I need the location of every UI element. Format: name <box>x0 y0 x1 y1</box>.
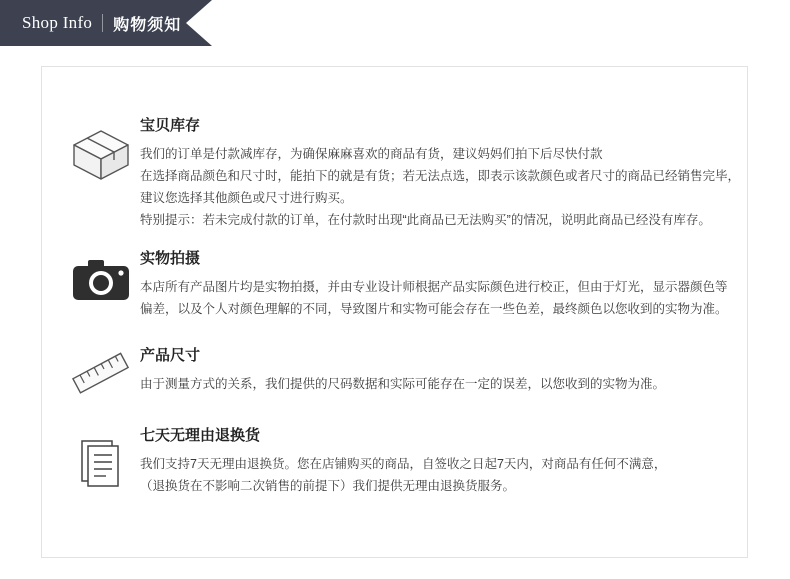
section-size-line-1: 由于测量方式的关系，我们提供的尺码数据和实际可能存在一定的误差，以您收到的实物为准。 <box>140 377 666 391</box>
section-return-policy-line-2: （退换货在不影响二次销售的前提下）我们提供无理由退换货服务。 <box>140 479 516 493</box>
ruler-icon <box>62 351 140 397</box>
box-icon <box>62 127 140 183</box>
section-stock <box>62 117 741 231</box>
ruler-icon-graphic <box>70 351 132 397</box>
shop-info-panel <box>41 66 748 558</box>
section-photography-title: 实物拍摄 <box>140 250 201 267</box>
document-icon-graphic <box>70 435 132 491</box>
ribbon-title-en: Shop Info <box>22 13 93 32</box>
ribbon-divider <box>102 14 103 32</box>
section-stock-title: 宝贝库存 <box>140 117 201 134</box>
section-stock-line-2: 在选择商品颜色和尺寸时，能拍下的就是有货；若无法点选，即表示该款颜色或者尺寸的商品已经销售完毕， <box>140 169 741 183</box>
shop-info-ribbon <box>0 0 212 46</box>
section-stock-line-4: 特别提示：若未完成付款的订单，在付款时出现“此商品已无法购买”的情况，说明此商品已经没有库存。 <box>140 213 711 227</box>
section-photography-line-2: 偏差，以及个人对颜色理解的不同，导致图片和实物可能会存在一些色差，最终颜色以您收到的实物为准。 <box>140 302 728 316</box>
section-stock-body <box>140 117 740 231</box>
ribbon-title-cn: 购物须知 <box>113 16 182 34</box>
section-photography-body <box>140 250 732 320</box>
section-size-title: 产品尺寸 <box>140 347 201 364</box>
camera-icon <box>62 256 140 306</box>
section-return-policy-body <box>140 427 732 497</box>
section-size <box>62 347 732 397</box>
section-stock-line-3: 建议您选择其他颜色或尺寸进行购买。 <box>140 191 353 205</box>
section-photography <box>62 250 732 320</box>
section-photography-line-1: 本店所有产品图片均是实物拍摄，并由专业设计师根据产品实际颜色进行校正，但由于灯光，显示器颜色等 <box>140 280 728 294</box>
ribbon-title-group <box>0 0 181 46</box>
section-return-policy <box>62 427 732 497</box>
section-return-policy-title: 七天无理由退换货 <box>140 427 261 444</box>
camera-icon-graphic <box>70 256 132 306</box>
box-icon-graphic <box>70 127 132 183</box>
section-size-body <box>140 347 732 395</box>
section-return-policy-line-1: 我们支持7天无理由退换货。您在店铺购买的商品，自签收之日起7天内，对商品有任何不满意， <box>140 457 667 471</box>
section-stock-line-1: 我们的订单是付款减库存，为确保麻麻喜欢的商品有货，建议妈妈们拍下后尽快付款 <box>140 147 603 161</box>
document-icon <box>62 435 140 491</box>
